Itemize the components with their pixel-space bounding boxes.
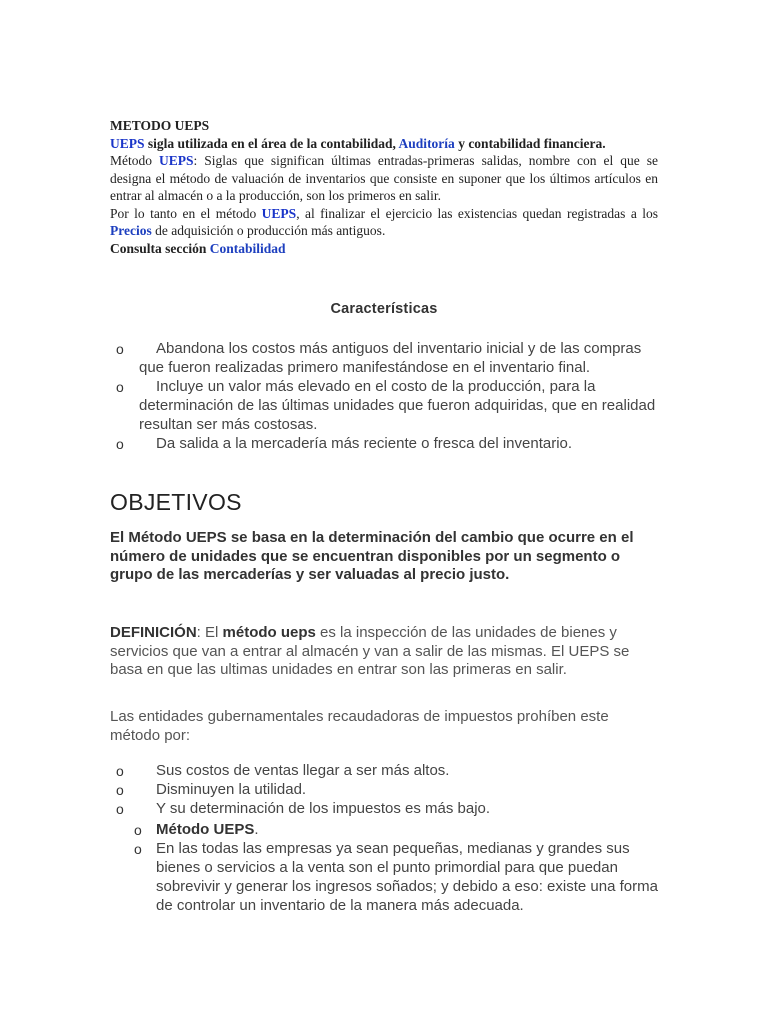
list-item <box>116 761 661 780</box>
list-item <box>116 339 661 377</box>
list-item-text: Disminuyen la utilidad. <box>156 781 307 798</box>
list-item <box>134 839 664 915</box>
objetivos-heading: OBJETIVOS <box>110 489 242 515</box>
definicion-paragraph <box>110 624 660 680</box>
list-item <box>116 434 661 453</box>
list-item <box>116 780 661 799</box>
list-item <box>116 377 661 434</box>
ueps-term[interactable]: UEPS <box>159 153 194 168</box>
auditoria-link[interactable]: Auditoría <box>398 135 455 151</box>
definicion-text: es la inspección de las unidades de bienes y servicios que van a entrar al almacén y van a salir de las mismas. El UEPS se basa en que las ultimas unidades en entrar son las primeras en salir. <box>110 624 630 678</box>
bullet-marker: o <box>116 782 124 798</box>
ueps-term[interactable]: UEPS <box>261 205 297 221</box>
ueps-term[interactable]: UEPS <box>110 135 145 151</box>
list-item-text: En las todas las empresas ya sean pequeñas, medianas y grandes sus bienes o servicios a la venta son el punto primordial para que puedan sobrevivir y generar los ingresos soñados; y debido a eso: existe una forma de controlar un inventario de la manera más adecuada. <box>156 840 658 914</box>
bullet-marker: o <box>134 822 142 838</box>
subtitle-end: . <box>254 821 259 838</box>
bullet-marker: o <box>116 379 124 395</box>
caracteristicas-list <box>116 339 661 453</box>
list-item-text: Abandona los costos más antiguos del inventario inicial y de las compras que fueron realizadas primero manifestándose en el inventario final. <box>139 340 642 376</box>
ueps-sigla-paragraph <box>110 135 658 153</box>
bullet-marker: o <box>116 801 124 817</box>
contabilidad-link[interactable]: Contabilidad <box>209 240 286 256</box>
tanto-end-text: de adquisición o producción más antiguos. <box>151 223 386 238</box>
bullet-marker: o <box>116 763 124 779</box>
caracteristicas-heading: Características <box>330 301 438 317</box>
bullet-marker: o <box>134 841 142 857</box>
bullet-marker: o <box>116 436 124 452</box>
por-lo-tanto-paragraph <box>110 205 658 240</box>
sigla-end-text: y contabilidad financiera. <box>454 135 606 151</box>
sigla-text: sigla utilizada en el área de la contabilidad, <box>144 135 399 151</box>
intro-block <box>110 117 658 257</box>
list-item-text: Incluye un valor más elevado en el costo de la producción, para la determinación de las últimas unidades que fueron adquiridas, que en realidad resultan ser más costosas. <box>139 378 656 433</box>
def-text: : Siglas que significan últimas entradas-primeras salidas, nombre con el que se designa el método de valuación de inventarios que consiste en suponer que los últimos artículos en entrar al almacén o a la producción, son los primeros en salir. <box>110 153 658 203</box>
def-start-text: Método <box>110 153 160 168</box>
page-title: METODO UEPS <box>110 118 210 133</box>
ueps-definition-paragraph <box>110 152 658 205</box>
list-item-text: Y su determinación de los impuestos es más bajo. <box>156 800 491 817</box>
tanto-text: , al finalizar el ejercicio las existencias quedan registradas a los <box>296 205 658 221</box>
metodo-ueps-term: método ueps <box>222 624 316 641</box>
consulta-text: Consulta sección <box>110 240 210 256</box>
consulta-paragraph <box>110 240 658 258</box>
definicion-intro: : El <box>196 624 223 641</box>
objetivos-text: El Método UEPS se basa en la determinación del cambio que ocurre en el número de unidades que se encuentran disponibles por un segmento o grupo de las mercaderías y ser valuadas al precio justo. <box>110 529 634 583</box>
list-item-text: Da salida a la mercadería más reciente o fresca del inventario. <box>156 435 573 452</box>
tanto-start-text: Por lo tanto en el método <box>110 205 262 221</box>
sub-list <box>134 820 664 915</box>
list-item <box>134 820 664 839</box>
precios-link[interactable]: Precios <box>110 223 152 238</box>
razones-list <box>116 761 661 818</box>
metodo-ueps-subtitle: Método UEPS <box>156 821 255 838</box>
entidades-paragraph: Las entidades gubernamentales recaudadoras de impuestos prohíben este método por: <box>110 708 609 744</box>
list-item <box>116 799 661 818</box>
definicion-label: DEFINICIÓN <box>110 624 197 641</box>
list-item-text: Sus costos de ventas llegar a ser más altos. <box>156 762 450 779</box>
bullet-marker: o <box>116 341 124 357</box>
